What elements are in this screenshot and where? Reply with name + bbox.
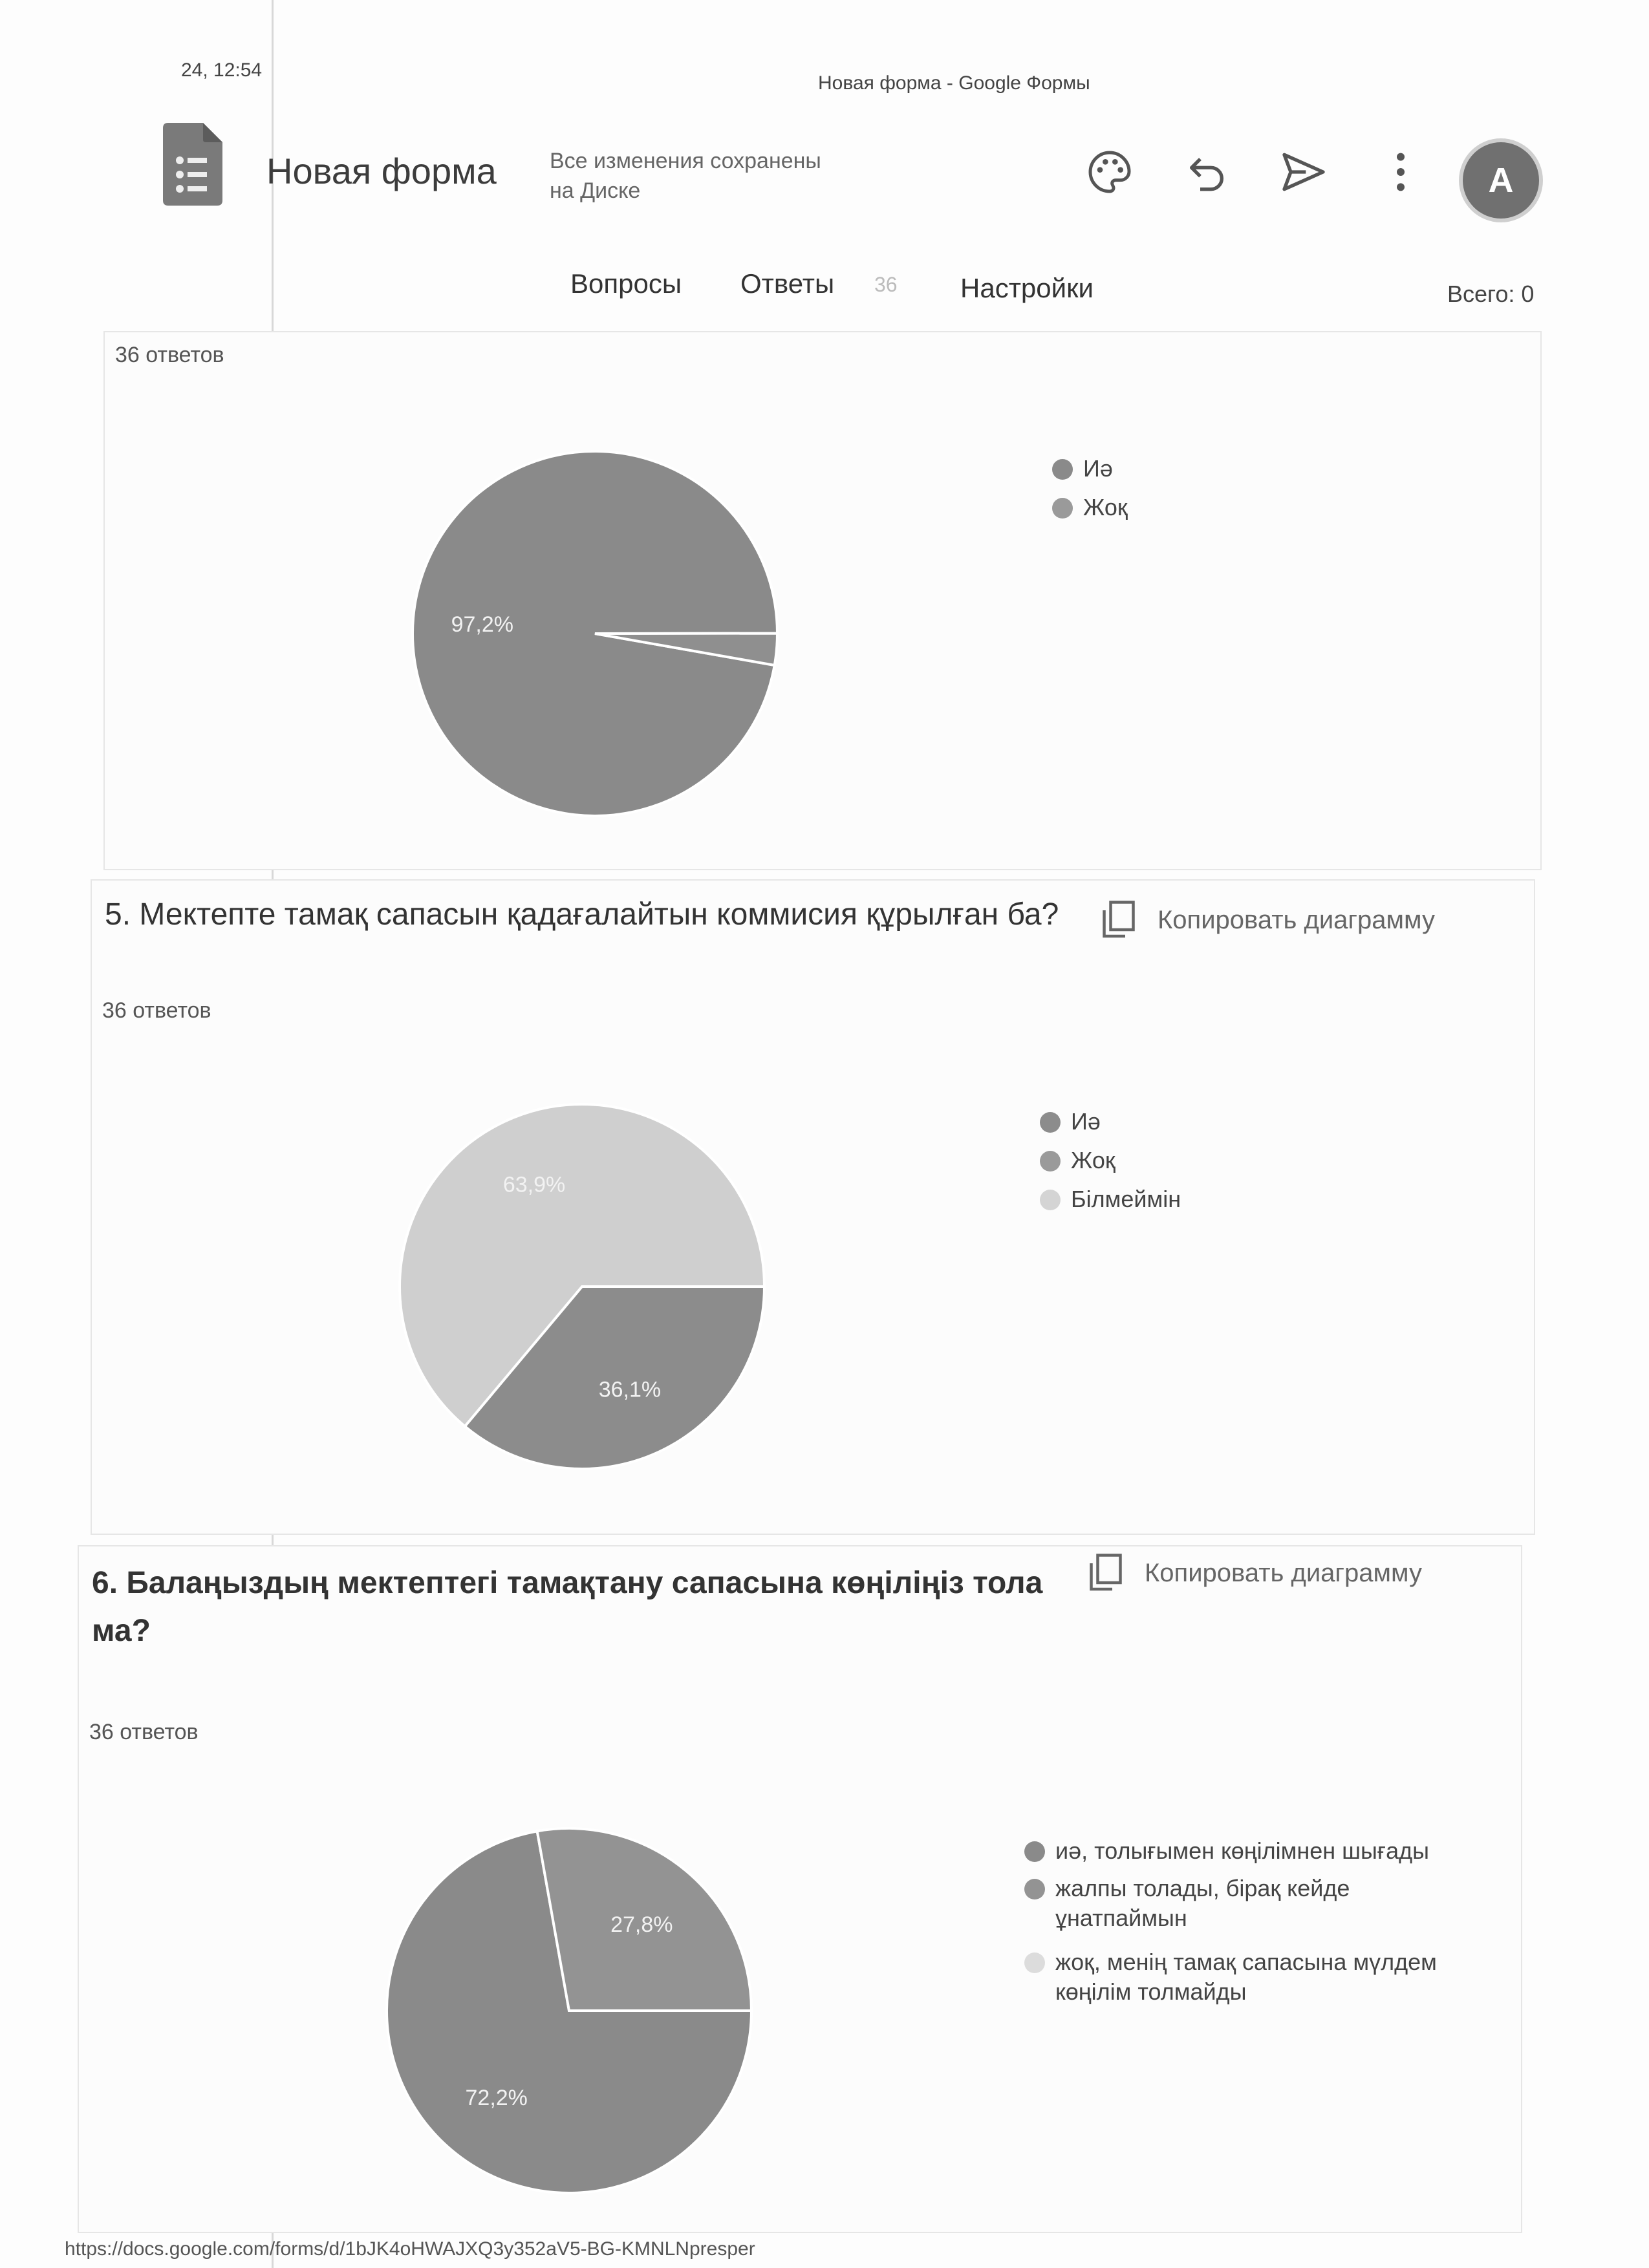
response-count: 36 ответов <box>102 998 211 1023</box>
legend-label: жалпы толады, бірақ кейде ұнатпаймын <box>1055 1875 1350 1931</box>
pie-chart <box>407 446 782 821</box>
print-footer-url: https://docs.google.com/forms/d/1bJK4oHWAJXQ3y352aV5-BG-KMNLNpresper <box>65 2238 755 2260</box>
pie-data-label: 72,2% <box>465 2086 528 2111</box>
save-status <box>550 146 912 206</box>
question-card <box>91 879 1535 1535</box>
legend-label: Иә <box>1083 455 1113 482</box>
legend-item <box>1055 1874 1417 1933</box>
legend-label: Иә <box>1071 1108 1101 1135</box>
legend-swatch <box>1040 1112 1061 1133</box>
response-count: 36 ответов <box>115 343 224 367</box>
copy-icon <box>1099 899 1138 941</box>
legend-item <box>1071 1146 1116 1175</box>
legend-swatch <box>1024 1952 1045 1973</box>
question-card <box>103 331 1542 870</box>
response-count: 36 ответов <box>89 1720 199 1744</box>
tab-questions[interactable]: Вопросы <box>570 268 682 299</box>
undo-icon[interactable] <box>1181 146 1233 198</box>
legend-swatch <box>1024 1879 1045 1899</box>
copy-chart-label: Копировать диаграмму <box>1145 1558 1422 1587</box>
palette-icon[interactable] <box>1084 146 1136 198</box>
legend-item <box>1071 1107 1101 1137</box>
question-title: 6. Балаңыздың мектептегі тамақтану сапасына көңіліңіз тола ма? <box>92 1566 1043 1648</box>
legend-item <box>1055 1947 1508 2007</box>
pie-chart <box>382 1823 757 2198</box>
more-menu-icon[interactable] <box>1375 146 1427 198</box>
save-status-line2: на Диске <box>550 178 641 203</box>
tab-settings[interactable]: Настройки <box>960 273 1094 303</box>
user-avatar[interactable]: A <box>1463 142 1539 219</box>
copy-chart-button[interactable] <box>1099 899 1435 941</box>
question-title: 5. Мектепте тамақ сапасын қадағалайтын коммисия құрылған ба? <box>105 897 1059 932</box>
legend-item <box>1083 454 1113 484</box>
pie-data-label: 63,9% <box>502 1172 566 1197</box>
legend-swatch <box>1040 1151 1061 1171</box>
responses-count-badge: 36 <box>874 273 898 296</box>
tab-responses[interactable]: Ответы <box>740 268 835 299</box>
pie-data-label: 27,8% <box>610 1912 673 1937</box>
pie-data-label: 36,1% <box>598 1377 662 1402</box>
send-icon[interactable] <box>1278 146 1330 198</box>
legend-label: Жоқ <box>1083 494 1128 520</box>
pie-data-label: 97,2% <box>451 612 514 637</box>
print-page-title: Новая форма - Google Формы <box>818 72 1090 94</box>
legend-label: жоқ, менің тамақ сапасына мүлдем көңілім толмайды <box>1055 1949 1437 2005</box>
form-title[interactable]: Новая форма <box>266 151 497 191</box>
legend-swatch <box>1040 1190 1061 1210</box>
legend-item <box>1083 493 1128 522</box>
total-score: Всего: 0 <box>1447 281 1535 307</box>
forms-logo-icon[interactable] <box>163 123 222 206</box>
copy-chart-button[interactable] <box>1086 1552 1422 1594</box>
legend-swatch <box>1024 1841 1045 1862</box>
copy-icon <box>1086 1552 1125 1594</box>
print-datetime: 24, 12:54 <box>181 59 263 81</box>
legend-item <box>1055 1836 1521 1866</box>
legend-swatch <box>1052 498 1073 519</box>
save-status-line1: Все изменения сохранены <box>550 149 821 173</box>
legend-swatch <box>1052 459 1073 480</box>
legend-label: Жоқ <box>1071 1147 1116 1173</box>
copy-chart-label: Копировать диаграмму <box>1158 905 1435 934</box>
legend-label: иә, толығымен көңілімнен шығады <box>1055 1837 1429 1864</box>
legend-item <box>1071 1184 1181 1214</box>
legend-label: Білмеймін <box>1071 1186 1181 1212</box>
pie-chart <box>394 1099 770 1474</box>
